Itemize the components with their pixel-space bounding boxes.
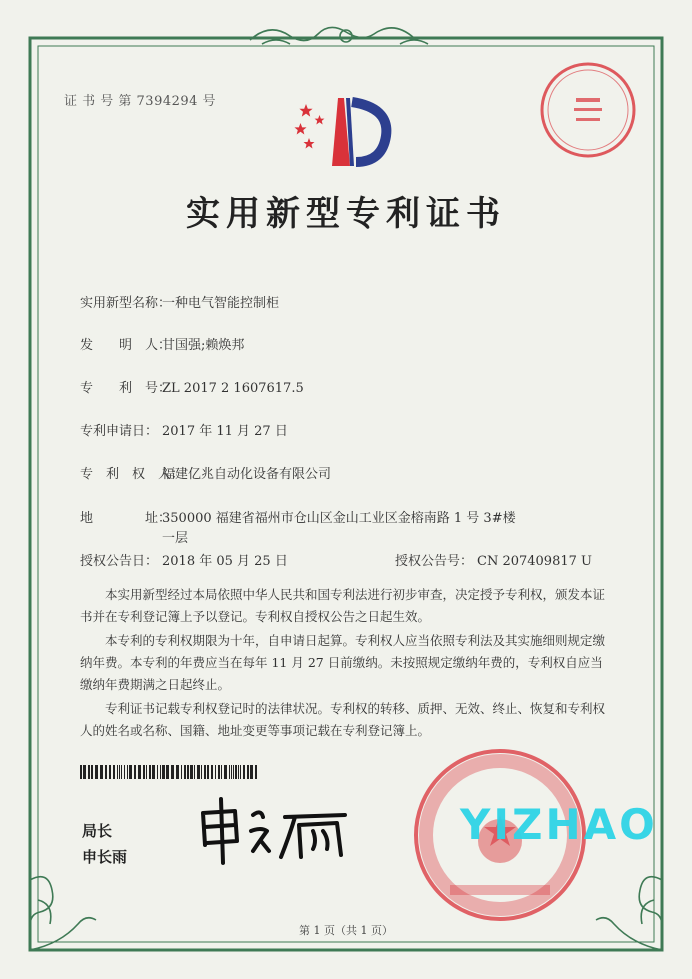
barcode-bar (181, 765, 182, 779)
barcode-bar (215, 765, 216, 779)
barcode-bar (149, 765, 151, 779)
barcode-bar (160, 765, 161, 779)
signature-title: 局长 (82, 822, 113, 840)
barcode-bar (113, 765, 115, 779)
barcode-bar (176, 765, 179, 779)
barcode-bar (109, 765, 111, 779)
patent-office-emblem-icon (288, 92, 398, 172)
certificate-body (80, 584, 615, 744)
field-grant-date: 授权公告日： 2018 年 05 月 25 日 (80, 554, 288, 569)
barcode-bar (240, 765, 241, 779)
watermark-logo: YIZHAO (460, 800, 658, 849)
certificate-number: 证 书 号 第 7394294 号 (64, 94, 217, 109)
barcode-bar (152, 765, 155, 779)
field-patentee: 专 利 权 人：福建亿兆自动化设备有限公司 (80, 467, 332, 482)
paragraph: 本实用新型经过本局依照中华人民共和国专利法进行初步审查，决定授予专利权，颁发本证书并在专利登记簿上予以登记。专利权自授权公告之日起生效。 (80, 587, 606, 624)
agency-seal (536, 58, 640, 162)
barcode-bar (243, 765, 245, 779)
barcode-bar (187, 765, 189, 779)
barcode-bar (80, 765, 82, 779)
barcode-bar (229, 765, 230, 779)
field-inventors: 发 明 人：甘国强;赖焕邦 (80, 338, 245, 353)
barcode-bar (157, 765, 158, 779)
barcode-bar (105, 765, 107, 779)
barcode-bar (197, 765, 200, 779)
barcode-bar (235, 765, 237, 779)
barcode-bar (91, 765, 93, 779)
barcode-bar (119, 765, 120, 779)
barcode-bar (100, 765, 103, 779)
handwritten-signature (195, 795, 355, 865)
barcode-bar (138, 765, 141, 779)
barcode-bar (233, 765, 234, 779)
barcode-bar (201, 765, 202, 779)
barcode-bar (184, 765, 186, 779)
barcode-bar (231, 765, 232, 779)
barcode-bar (117, 765, 118, 779)
barcode-bar (88, 765, 90, 779)
field-address: 地 址：350000 福建省福州市仓山区金山工业区金榕南路 1 号 3#楼 (80, 511, 516, 526)
barcode-bar (238, 765, 239, 779)
barcode-bar (143, 765, 145, 779)
barcode-bar (162, 765, 165, 779)
barcode-bar (247, 765, 249, 779)
barcode-bar (95, 765, 98, 779)
barcode-bar (190, 765, 193, 779)
barcode-bar (224, 765, 227, 779)
page-number: 第 1 页（共 1 页） (299, 924, 393, 937)
barcode-bar (221, 765, 222, 779)
barcode-bar (146, 765, 147, 779)
barcode-bar (194, 765, 195, 779)
barcode-bar (121, 765, 122, 779)
certificate-title: 实用新型专利证书 (186, 194, 506, 234)
barcode-bar (207, 765, 209, 779)
barcode-bar (166, 765, 169, 779)
barcode-bar (83, 765, 86, 779)
barcode-bar (127, 765, 128, 779)
field-address-line2: 一层 (162, 531, 189, 546)
barcode-bar (129, 765, 132, 779)
barcode-bar (134, 765, 136, 779)
barcode-bar (218, 765, 220, 779)
barcode-bar (204, 765, 206, 779)
barcode-bar (124, 765, 125, 779)
barcode-bar (255, 765, 257, 779)
signature-name: 申长雨 (82, 848, 128, 866)
barcode (80, 765, 260, 779)
barcode-bar (211, 765, 213, 779)
paragraph: 专利证书记载专利权登记时的法律状况。专利权的转移、质押、无效、终止、恢复和专利权人的姓名或名称、国籍、地址变更等事项记载在专利登记簿上。 (80, 701, 606, 738)
field-patent-number: 专 利 号：ZL 2017 2 1607617.5 (80, 381, 304, 396)
paragraph: 本专利的专利权期限为十年，自申请日起算。专利权人应当依照专利法及其实施细则规定缴纳年费。本专利的年费应当在每年 11 月 27 日前缴纳。未按照规定缴纳年费的，专利权自应当缴纳年费期满之日起终止。 (80, 633, 606, 692)
barcode-bar (171, 765, 174, 779)
barcode-bar (250, 765, 253, 779)
field-grant-number: 授权公告号： CN 207409817 U (395, 554, 592, 569)
field-utility-model-name: 实用新型名称：一种电气智能控制柜 (80, 296, 280, 311)
field-application-date: 专利申请日： 2017 年 11 月 27 日 (80, 424, 288, 439)
